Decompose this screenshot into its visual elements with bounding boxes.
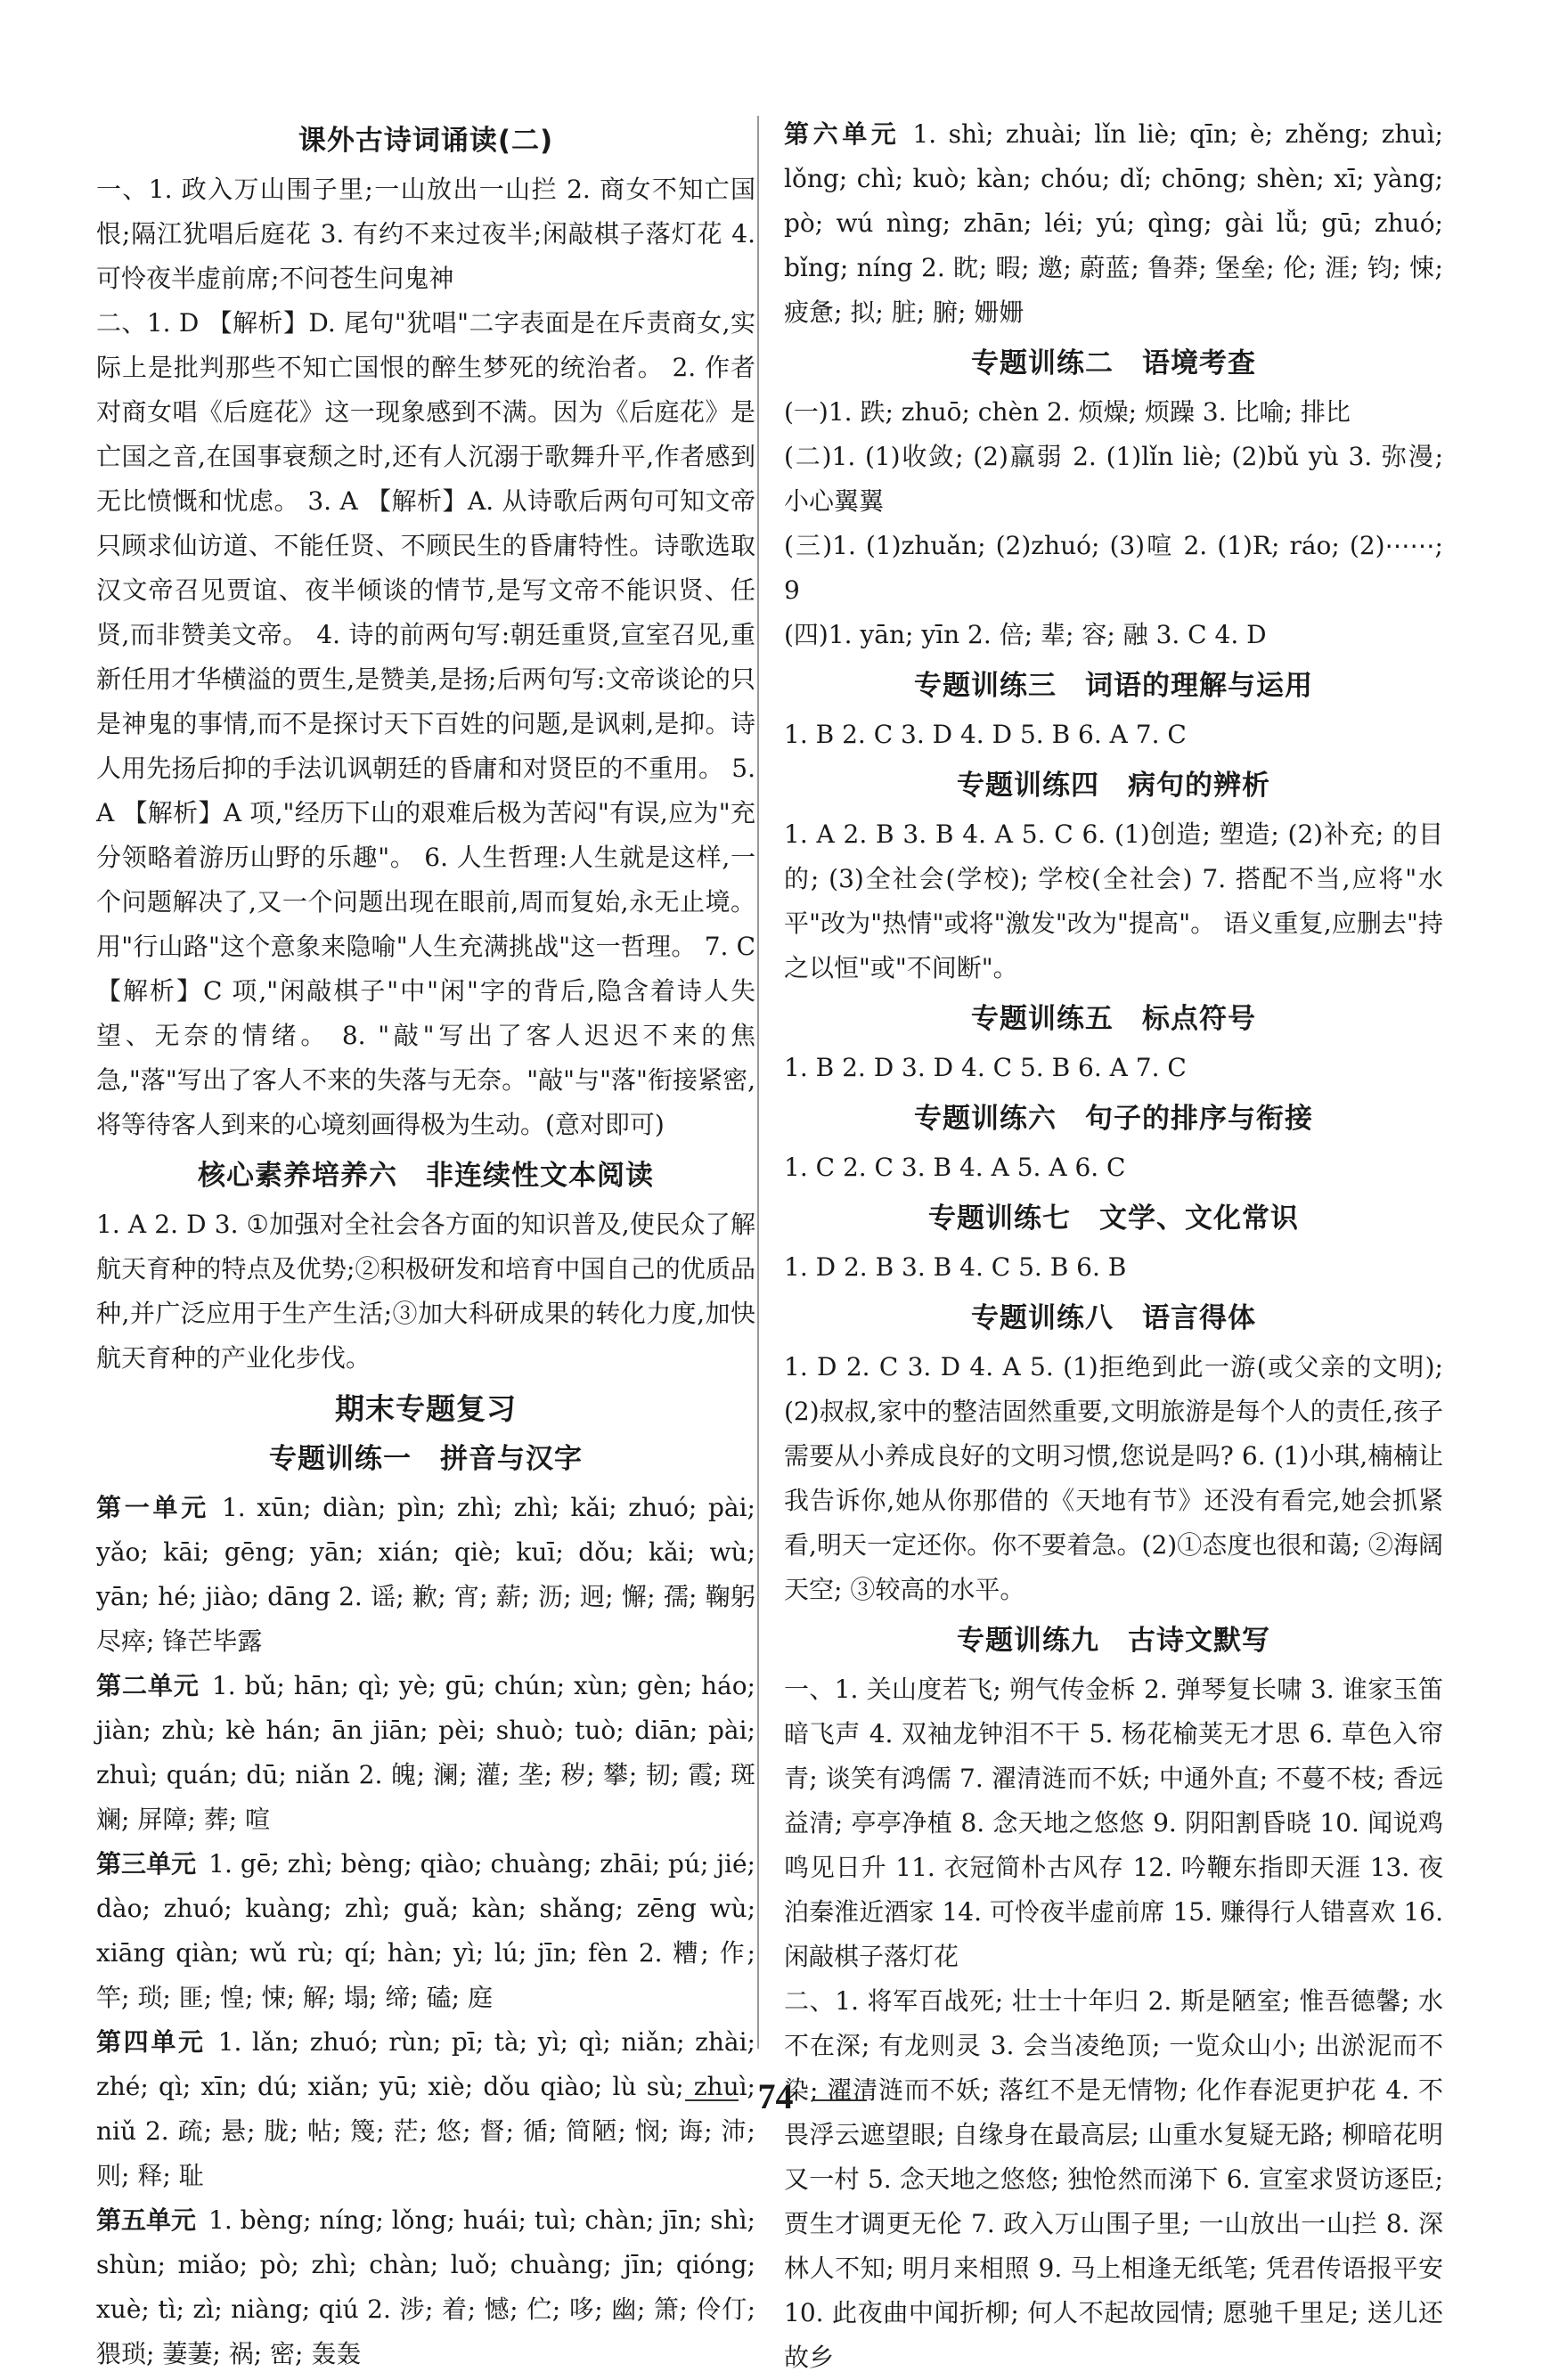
- answer-paragraph: 二、1. 将军百战死; 壮士十年归 2. 斯是陋室; 惟吾德馨; 水不在深; 有龙则灵 3. 会当凌绝顶; 一览众山小; 出淤泥而不染; 濯清涟而不妖; 落红不是无情物; 化作春泥更护花 4. 不畏浮云遮望眼; 自缘身在最高层; 山重水复疑无路; 柳暗花明又一村 5. 念天地之悠悠; 独怆然而涕下 6. 宣室求贤访逐臣; 贾生才调更无伦 7. 政入万山围子里; 一山放出一山拦 8. 深林人不知; 明月来相照 9. 马上相逢无纸笔; 凭君传语报平安 10. 此夜曲中闻折柳; 何人不起故园情; 愿驰千里足; 送儿还故乡: [784, 1986, 1443, 2372]
- unit-answer-text: 1. shì; zhuài; lǐn liè; qīn; è; zhěng; zhuì; lǒng; chì; kuò; kàn; chóu; dǐ; chōng; shèn; xī; yàng; pò; wú nìng; zhān; léi; yú; qìng; gài lǚ; gū; zhuó; bǐng; níng 2. 眈; 暇; 邀; 蔚蓝; 鲁莽; 堡垒; 伦; 涯; 钧; 悚; 疲惫; 拟; 脏; 腑; 姗姗: [784, 119, 1443, 327]
- section-heading: 专题训练四 病句的辨析: [957, 770, 1270, 802]
- unit-answer-text: 1. xūn; diàn; pìn; zhì; zhì; kǎi; zhuó; pài; yǎo; kāi; gēng; yān; xián; qiè; kuī; dǒu; kǎi; wù; yān; hé; jiào; dāng 2. 谣; 歉; 宵; 薪; 沥; 迥; 懈; 孺; 鞠躬尽瘁; 锋芒毕露: [96, 1493, 755, 1656]
- unit-answer-text: 1. bǔ; hān; qì; yè; gū; chún; xùn; gèn; háo; jiàn; zhù; kè hán; ān jiān; pèi; shuò; tuò; diān; pài; zhuì; quán; dū; niǎn 2. 魄; 澜; 灌; 垄; 秽; 攀; 韧; 霞; 斑斓; 屏障; 葬; 喧: [96, 1671, 755, 1834]
- answer-paragraph: 1. B 2. D 3. D 4. C 5. B 6. A 7. C: [784, 1053, 1187, 1082]
- right-column: [784, 112, 1443, 2380]
- section-heading: 课外古诗词诵读(二): [298, 125, 554, 157]
- page-number: 74: [757, 2076, 794, 2116]
- unit-answer-block: [96, 1842, 755, 2020]
- section-heading: 专题训练八 语言得体: [971, 1302, 1256, 1334]
- section-heading: 期末专题复习: [335, 1391, 517, 1426]
- answer-paragraph: (二)1. (1)收敛; (2)羸弱 2. (1)lǐn liè; (2)bǔ yù 3. 弥漫; 小心翼翼: [784, 442, 1443, 516]
- footer-dash-left: [685, 2099, 739, 2101]
- answer-paragraph: 一、1. 关山度若飞; 朔气传金柝 2. 弹琴复长啸 3. 谁家玉笛暗飞声 4. 双袖龙钟泪不干 5. 杨花榆荚无才思 6. 草色入帘青; 谈笑有鸿儒 7. 濯清涟而不妖; 中通外直; 不蔓不枝; 香远益清; 亭亭净植 8. 念天地之悠悠 9. 阴阳割昏晓 10. 闻说鸡鸣见日升 11. 衣冠简朴古风存 12. 吟鞭东指即天涯 13. 夜泊秦淮近酒家 14. 可怜夜半虚前席 15. 赚得行人错喜欢 16. 闲敲棋子落灯花: [784, 1675, 1443, 1971]
- answer-paragraph: 二、1. D 【解析】D. 尾句"犹唱"二字表面是在斥责商女,实际上是批判那些不知亡国恨的醉生梦死的统治者。 2. 作者对商女唱《后庭花》这一现象感到不满。因为《后庭花》是亡国之音,在国事衰颓之时,还有人沉溺于歌舞升平,作者感到无比愤慨和忧虑。 3. A 【解析】A. 从诗歌后两句可知文帝只顾求仙访道、不能任贤、不顾民生的昏庸特性。诗歌选取汉文帝召见贾谊、夜半倾谈的情节,是写文帝不能识贤、任贤,而非赞美文帝。 4. 诗的前两句写:朝廷重贤,宣室召见,重新任用才华横溢的贾生,是赞美,是扬;后两句写:文帝谈论的只是神鬼的事情,而不是探讨天下百姓的问题,是讽刺,是抑。诗人用先扬后抑的手法讥讽朝廷的昏庸和对贤臣的不重用。 5. A 【解析】A 项,"经历下山的艰难后极为苦闷"有误,应为"充分领略着游历山野的乐趣"。 6. 人生哲理:人生就是这样,一个问题解决了,又一个问题出现在眼前,周而复始,永无止境。用"行山路"这个意象来隐喻"人生充满挑战"这一哲理。 7. C 【解析】C 项,"闲敲棋子"中"闲"字的背后,隐含着诗人失望、无奈的情绪。 8. "敲"写出了客人迟迟不来的焦急,"落"写出了客人不来的失落与无奈。"敲"与"落"衔接紧密,将等待客人到来的心境刻画得极为生动。(意对即可): [96, 308, 755, 1139]
- left-column: [96, 112, 755, 2376]
- answer-paragraph: 1. D 2. C 3. D 4. A 5. (1)拒绝到此一游(或父亲的文明); (2)叔叔,家中的整洁固然重要,文明旅游是每个人的责任,孩子需要从小养成良好的文明习惯,您说是吗? 6. (1)小琪,楠楠让我告诉你,她从你那借的《天地有节》还没有看完,她会抓紧看,明天一定还你。你不要着急。(2)①态度也很和蔼; ②海阔天空; ③较高的水平。: [784, 1352, 1443, 1604]
- unit-answer-text: 1. bèng; níng; lǒng; huái; tuì; chàn; jīn; shì; shùn; miǎo; pò; zhì; chàn; luǒ; chuàng; jīn; qióng; xuè; tì; zì; niàng; qiú 2. 涉; 着; 憾; 伫; 哆; 幽; 箫; 伶仃; 猥琐; 萋萋; 祸; 密; 轰轰: [96, 2205, 755, 2368]
- unit-answer-block: [96, 1486, 755, 1664]
- column-divider: [757, 116, 759, 2049]
- section-heading: 专题训练五 标点符号: [971, 1003, 1256, 1035]
- page-footer: [0, 2075, 1551, 2117]
- section-heading: 专题训练七 文学、文化常识: [928, 1202, 1299, 1235]
- unit-answer-block: [784, 112, 1443, 335]
- answer-paragraph: (一)1. 跌; zhuō; chèn 2. 烦燥; 烦躁 3. 比喻; 排比: [784, 397, 1351, 427]
- unit-answer-text: 1. lǎn; zhuó; rùn; pī; tà; yì; qì; niǎn; zhài; zhé; qì; xīn; dú; xiǎn; yū; xiè; dǒu qiào; lù sù; zhuì; niǔ 2. 疏; 悬; 胧; 帖; 篾; 茫; 悠; 督; 循; 简陋; 悯; 诲; 沛; 则; 释; 耻: [96, 2027, 755, 2190]
- section-heading: 核心素养培养六 非连续性文本阅读: [198, 1160, 654, 1192]
- answer-paragraph: 一、1. 政入万山围子里;一山放出一山拦 2. 商女不知亡国恨;隔江犹唱后庭花 3. 有约不来过夜半;闲敲棋子落灯花 4. 可怜夜半虚前席;不问苍生问鬼神: [96, 175, 755, 293]
- unit-answer-text: 1. gē; zhì; bèng; qiào; chuàng; zhāi; pú; jié; dào; zhuó; kuàng; zhì; guǎ; kàn; shǎng; zēng wù; xiāng qiàn; wǔ rù; qí; hàn; yì; lú; jīn; fèn 2. 糟; 作; 竿; 琐; 匪; 惶; 悚; 解; 塌; 缔; 磕; 庭: [96, 1849, 755, 2012]
- answer-paragraph: 1. A 2. D 3. ①加强对全社会各方面的知识普及,使民众了解航天育种的特点及优势;②积极研发和培育中国自己的优质品种,并广泛应用于生产生活;③加大科研成果的转化力度,加快航天育种的产业化步伐。: [96, 1210, 755, 1373]
- unit-answer-block: [96, 1664, 755, 1842]
- unit-answer-block: [96, 2198, 755, 2376]
- section-heading: 专题训练二 语境考查: [971, 347, 1256, 379]
- answer-paragraph: 1. C 2. C 3. B 4. A 5. A 6. C: [784, 1153, 1126, 1182]
- answer-paragraph: 1. B 2. C 3. D 4. D 5. B 6. A 7. C: [784, 720, 1187, 749]
- unit-label: 第五单元: [96, 2205, 197, 2235]
- unit-label: 第一单元: [96, 1493, 209, 1522]
- footer-dash-right: [813, 2099, 867, 2101]
- answer-paragraph: 1. D 2. B 3. B 4. C 5. B 6. B: [784, 1252, 1127, 1282]
- section-heading: 专题训练六 句子的排序与衔接: [914, 1103, 1313, 1135]
- answer-paragraph: (四)1. yān; yīn 2. 倍; 辈; 容; 融 3. C 4. D: [784, 620, 1267, 649]
- unit-label: 第三单元: [96, 1849, 197, 1879]
- section-heading: 专题训练三 词语的理解与运用: [914, 670, 1313, 702]
- section-heading: 专题训练一 拼音与汉字: [269, 1443, 583, 1475]
- unit-label: 第四单元: [96, 2027, 206, 2057]
- answer-paragraph: 1. A 2. B 3. B 4. A 5. C 6. (1)创造; 塑造; (2)补充; 的目的; (3)全社会(学校); 学校(全社会) 7. 搭配不当,应将"水平"改为"热情"或将"激发"改为"提高"。 语义重复,应删去"持之以恒"或"不间断"。: [784, 819, 1443, 982]
- unit-label: 第二单元: [96, 1671, 200, 1700]
- section-heading: 专题训练九 古诗文默写: [957, 1625, 1270, 1657]
- unit-label: 第六单元: [784, 119, 901, 149]
- answer-paragraph: (三)1. (1)zhuǎn; (2)zhuó; (3)喧 2. (1)R; ráo; (2)⋯⋯; 9: [784, 531, 1443, 605]
